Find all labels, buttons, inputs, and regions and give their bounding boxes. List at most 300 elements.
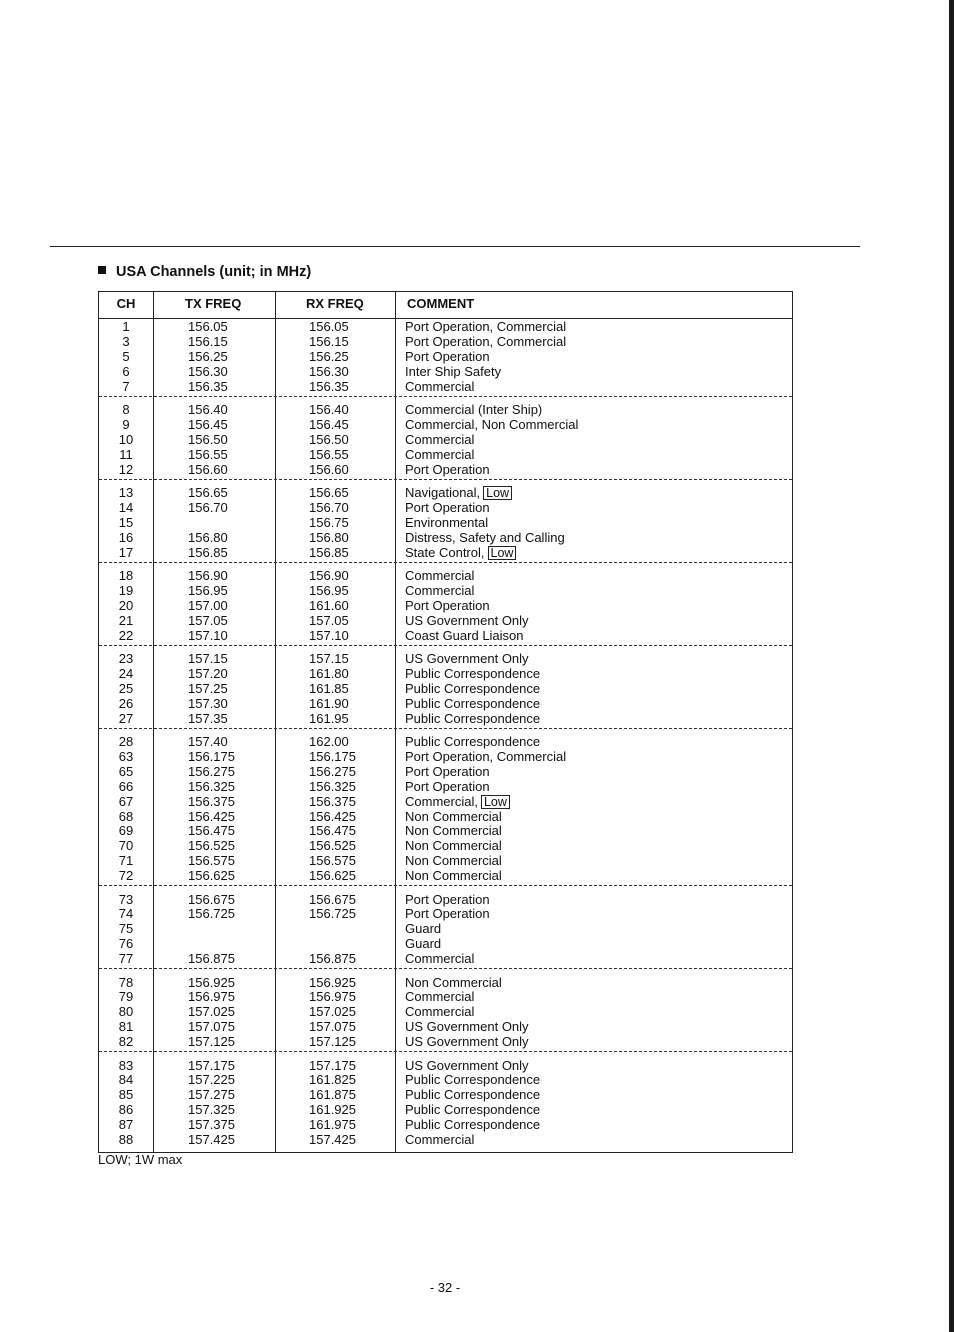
tx-freq-cell: [188, 1004, 235, 1019]
channel-cell: [99, 838, 153, 853]
tx-freq-cell: [188, 868, 235, 883]
channel-cell: [99, 749, 153, 764]
channel-cell: [99, 892, 153, 907]
tx-freq-cell-text: 156.675: [188, 891, 235, 907]
channel-cell-text: 79: [118, 989, 134, 1005]
tx-freq-cell-text: 157.275: [188, 1087, 235, 1103]
rx-freq-cell: [309, 1132, 356, 1147]
rx-freq-cell-text: 161.85: [309, 680, 349, 696]
channel-cell-text: 16: [118, 529, 134, 545]
comment-cell: [405, 1132, 474, 1147]
comment-cell-text: Coast Guard Liaison: [405, 627, 524, 643]
tx-freq-cell: [188, 989, 235, 1004]
comment-cell-text: Commercial: [405, 582, 475, 598]
channel-cell-text: 80: [118, 1004, 134, 1020]
rx-freq-cell: [309, 447, 349, 462]
rx-freq-cell-text: 156.30: [309, 363, 349, 379]
comment-cell: [405, 613, 529, 628]
comment-cell-text: US Government Only: [405, 1034, 529, 1050]
rx-freq-cell: [309, 823, 356, 838]
comment-cell: [405, 1034, 529, 1049]
rx-freq-cell-text: 157.05: [309, 612, 349, 628]
tx-freq-cell: [188, 681, 228, 696]
tx-freq-cell-text: 156.85: [188, 544, 228, 560]
rx-freq-cell: [309, 598, 349, 613]
comment-cell-text: Port Operation: [405, 461, 490, 477]
channel-cell-text: 84: [118, 1072, 134, 1088]
comment-cell-text: Port Operation: [405, 348, 490, 364]
tx-freq-cell-text: 157.125: [188, 1034, 235, 1050]
tx-freq-cell: [188, 1072, 235, 1087]
rx-freq-cell: [309, 838, 356, 853]
comment-cell-text: Public Correspondence: [405, 1102, 541, 1118]
rx-freq-cell-text: 156.65: [309, 485, 349, 500]
comment-cell-text: Guard: [405, 936, 442, 952]
comment-cell-text: Non Commercial: [405, 853, 502, 869]
channel-cell-text: 18: [118, 568, 134, 583]
tx-freq-cell: [188, 1132, 235, 1147]
channel-cell: [99, 1004, 153, 1019]
rx-freq-cell-text: 156.175: [309, 748, 356, 764]
channel-cell-text: 28: [118, 734, 134, 749]
comment-cell-text: Public Correspondence: [405, 734, 541, 749]
channel-cell: [99, 921, 153, 936]
comment-cell: [405, 379, 474, 394]
rx-freq-cell-text: 161.825: [309, 1072, 356, 1088]
tx-freq-cell-text: 157.425: [188, 1132, 235, 1147]
channel-cell: [99, 696, 153, 711]
comment-cell-text: Distress, Safety and Calling: [405, 529, 565, 545]
tx-freq-cell: [188, 651, 228, 666]
comment-cell: [405, 598, 490, 613]
rx-freq-cell: [309, 1019, 356, 1034]
comment-cell-text: Port Operation: [405, 763, 490, 779]
rx-freq-cell-text: 157.10: [309, 627, 349, 643]
tx-freq-cell-text: 157.25: [188, 680, 228, 696]
channel-cell: [99, 379, 153, 394]
channel-cell-text: 9: [122, 416, 130, 432]
comment-cell: [405, 892, 490, 907]
channel-cell-text: 73: [118, 891, 134, 907]
rx-freq-cell-text: 156.70: [309, 499, 349, 515]
rx-freq-cell: [309, 749, 356, 764]
comment-cell-text: Commercial: [405, 378, 475, 394]
channel-cell: [99, 711, 153, 726]
tx-freq-cell: [188, 779, 235, 794]
channel-cell: [99, 568, 153, 583]
comment-cell-text: US Government Only: [405, 651, 529, 666]
rx-freq-cell: [309, 462, 349, 477]
tx-freq-cell-text: 156.725: [188, 906, 235, 922]
channel-cell: [99, 951, 153, 966]
tx-freq-cell-text: 157.375: [188, 1117, 235, 1133]
tx-freq-cell-text: 156.60: [188, 461, 228, 477]
channel-cell: [99, 794, 153, 809]
channel-cell: [99, 1072, 153, 1087]
rx-freq-cell-text: 156.90: [309, 568, 349, 583]
header-tx-freq: TX FREQ: [185, 296, 242, 311]
rx-freq-cell: [309, 568, 349, 583]
rx-freq-cell-text: 156.675: [309, 891, 356, 907]
comment-cell: [405, 823, 502, 838]
tx-freq-cell-text: 156.45: [188, 416, 228, 432]
channel-cell-text: 72: [118, 868, 134, 884]
comment-cell: [405, 1102, 540, 1117]
channel-cell-text: 70: [118, 838, 134, 854]
channel-cell-text: 10: [118, 431, 134, 447]
rx-freq-cell-text: 156.60: [309, 461, 349, 477]
comment-cell-text: Port Operation: [405, 906, 490, 922]
tx-freq-cell: [188, 749, 235, 764]
tx-freq-cell-text: 156.70: [188, 499, 228, 515]
comment-cell: [405, 349, 490, 364]
rx-freq-cell: [309, 1072, 356, 1087]
rx-freq-cell: [309, 711, 349, 726]
rx-freq-cell: [309, 892, 356, 907]
rx-freq-cell: [309, 975, 356, 990]
tx-freq-cell-text: 156.425: [188, 808, 235, 824]
comment-cell: [405, 989, 474, 1004]
comment-cell: [405, 975, 502, 990]
channel-cell-text: 81: [118, 1019, 134, 1035]
channel-cell-text: 5: [122, 348, 130, 364]
comment-cell: [405, 515, 488, 530]
comment-cell-text: Commercial: [405, 1132, 475, 1147]
rx-freq-cell-text: 156.325: [309, 778, 356, 794]
rx-freq-cell-text: 157.125: [309, 1034, 356, 1050]
comment-cell-text: US Government Only: [405, 1019, 529, 1035]
channel-cell: [99, 1019, 153, 1034]
rx-freq-cell-text: 161.875: [309, 1087, 356, 1103]
tx-freq-cell-text: 157.075: [188, 1019, 235, 1035]
tx-freq-cell: [188, 379, 228, 394]
rx-freq-cell: [309, 1058, 356, 1073]
comment-cell: [405, 334, 566, 349]
channel-cell: [99, 583, 153, 598]
rx-freq-cell-text: 156.40: [309, 402, 349, 417]
rx-freq-cell: [309, 779, 356, 794]
channel-cell: [99, 1087, 153, 1102]
rx-freq-cell-text: 156.975: [309, 989, 356, 1005]
rx-freq-cell: [309, 545, 349, 560]
tx-freq-cell-text: 156.575: [188, 853, 235, 869]
rx-freq-cell: [309, 868, 356, 883]
channel-cell: [99, 334, 153, 349]
rx-freq-cell: [309, 402, 349, 417]
tx-freq-cell: [188, 711, 228, 726]
comment-cell-text: Port Operation: [405, 778, 490, 794]
tx-freq-cell: [188, 402, 228, 417]
comment-cell-text: Public Correspondence: [405, 695, 541, 711]
tx-freq-cell-text: 156.525: [188, 838, 235, 854]
comment-cell: [405, 568, 474, 583]
rx-freq-cell-text: 156.425: [309, 808, 356, 824]
rx-freq-cell: [309, 1004, 356, 1019]
comment-cell: [405, 666, 540, 681]
group-separator: [99, 396, 792, 397]
channel-cell: [99, 666, 153, 681]
comment-cell: [405, 447, 474, 462]
comment-cell: [405, 681, 540, 696]
tx-freq-cell-text: 157.30: [188, 695, 228, 711]
tx-freq-cell: [188, 696, 228, 711]
rx-freq-cell-text: 156.475: [309, 823, 356, 839]
tx-freq-cell-text: 157.325: [188, 1102, 235, 1118]
comment-cell: [405, 628, 524, 643]
comment-cell-text: Commercial: [405, 568, 475, 583]
tx-freq-cell-text: 157.40: [188, 734, 228, 749]
rx-freq-cell-text: 156.725: [309, 906, 356, 922]
rx-freq-cell-text: 162.00: [309, 734, 349, 749]
channel-cell-text: 83: [118, 1057, 134, 1073]
tx-freq-cell-text: 157.35: [188, 710, 228, 726]
rx-freq-cell-text: 156.95: [309, 582, 349, 598]
comment-cell: [405, 485, 512, 500]
tx-freq-cell-text: 156.325: [188, 778, 235, 794]
channel-cell-text: 11: [119, 446, 133, 462]
comment-cell-text: Commercial: [405, 951, 475, 967]
tx-freq-cell: [188, 613, 228, 628]
tx-freq-cell: [188, 545, 228, 560]
header-comment: COMMENT: [407, 296, 475, 311]
comment-cell: [405, 906, 490, 921]
tx-freq-cell-text: 156.80: [188, 529, 228, 545]
tx-freq-cell: [188, 975, 235, 990]
comment-cell: [405, 711, 540, 726]
low-power-badge: Low: [481, 795, 510, 809]
comment-cell: [405, 696, 540, 711]
comment-cell-text: Public Correspondence: [405, 665, 541, 681]
rx-freq-cell-text: 156.55: [309, 446, 349, 462]
comment-cell-text: Port Operation: [405, 499, 490, 515]
channel-cell: [99, 651, 153, 666]
channel-cell-text: 15: [118, 514, 134, 530]
tx-freq-cell-text: 157.00: [188, 597, 228, 613]
comment-cell: [405, 417, 578, 432]
rx-freq-cell: [309, 515, 349, 530]
comment-cell-text: Public Correspondence: [405, 1117, 541, 1133]
channel-cell: [99, 823, 153, 838]
channel-cell-text: 68: [118, 808, 134, 824]
comment-cell: [405, 779, 490, 794]
channel-cell-text: 7: [122, 378, 130, 394]
tx-freq-cell: [188, 1034, 235, 1049]
rx-freq-cell-text: 156.35: [309, 378, 349, 394]
channel-cell: [99, 462, 153, 477]
comment-cell: [405, 651, 529, 666]
channel-cell: [99, 598, 153, 613]
tx-freq-cell-text: 156.875: [188, 951, 235, 967]
comment-cell-text: US Government Only: [405, 1057, 529, 1073]
tx-freq-cell: [188, 666, 228, 681]
comment-cell: [405, 868, 502, 883]
header-ch: CH: [116, 296, 136, 311]
tx-freq-cell-text: 156.925: [188, 974, 235, 990]
tx-freq-cell: [188, 1117, 235, 1132]
channel-cell-text: 13: [118, 485, 134, 500]
rx-freq-cell-text: 157.175: [309, 1057, 356, 1073]
channel-cell-text: 71: [118, 853, 134, 869]
rx-freq-cell-text: 161.90: [309, 695, 349, 711]
rx-freq-cell-text: 161.925: [309, 1102, 356, 1118]
rx-freq-cell-text: 161.975: [309, 1117, 356, 1133]
tx-freq-cell: [188, 598, 228, 613]
comment-cell-text: Environmental: [405, 514, 489, 530]
rx-freq-cell-text: 156.375: [309, 793, 356, 809]
rx-freq-cell-text: 156.15: [309, 333, 349, 349]
tx-freq-cell-text: 157.175: [188, 1057, 235, 1073]
tx-freq-cell-text: 157.15: [188, 651, 228, 666]
footnote: LOW; 1W max: [98, 1152, 183, 1167]
column-divider: [153, 292, 154, 1152]
channel-cell: [99, 1117, 153, 1132]
rx-freq-cell-text: 156.925: [309, 974, 356, 990]
rx-freq-cell: [309, 1087, 356, 1102]
channel-cell: [99, 319, 153, 334]
comment-cell-text: Public Correspondence: [405, 680, 541, 696]
comment-cell: [405, 809, 502, 824]
rx-freq-cell: [309, 794, 356, 809]
comment-cell: [405, 462, 490, 477]
comment-cell: [405, 936, 441, 951]
comment-cell: [405, 432, 474, 447]
rx-freq-cell: [309, 734, 349, 749]
comment-cell-text: Port Operation, Commercial: [405, 748, 567, 764]
comment-cell-text: Navigational,: [405, 485, 481, 500]
rx-freq-cell: [309, 666, 349, 681]
channel-cell-text: 19: [118, 582, 134, 598]
comment-cell: [405, 1019, 529, 1034]
channel-cell: [99, 989, 153, 1004]
comment-cell-text: State Control,: [405, 544, 485, 560]
rx-freq-cell: [309, 1034, 356, 1049]
channel-cell: [99, 764, 153, 779]
channel-cell-text: 65: [118, 763, 134, 779]
rx-freq-cell: [309, 809, 356, 824]
rx-freq-cell-text: 156.05: [309, 319, 349, 334]
channel-cell-text: 23: [118, 651, 134, 666]
comment-cell-text: Non Commercial: [405, 974, 502, 990]
comment-cell: [405, 764, 490, 779]
channel-cell-text: 21: [118, 612, 134, 628]
group-separator: [99, 645, 792, 646]
rx-freq-cell-text: 157.425: [309, 1132, 356, 1147]
channel-cell: [99, 681, 153, 696]
tx-freq-cell: [188, 838, 235, 853]
channel-cell: [99, 734, 153, 749]
rx-freq-cell-text: 161.60: [309, 597, 349, 613]
comment-cell-text: Inter Ship Safety: [405, 363, 502, 379]
comment-cell-text: Port Operation: [405, 597, 490, 613]
comment-cell-text: Public Correspondence: [405, 710, 541, 726]
comment-cell: [405, 794, 510, 809]
comment-cell: [405, 1087, 540, 1102]
header-rx-freq: RX FREQ: [306, 296, 364, 311]
rx-freq-cell: [309, 651, 349, 666]
tx-freq-cell: [188, 364, 228, 379]
rx-freq-cell-text: 156.25: [309, 348, 349, 364]
group-separator: [99, 479, 792, 480]
tx-freq-cell-text: 157.20: [188, 665, 228, 681]
tx-freq-cell-text: 157.025: [188, 1004, 235, 1020]
rx-freq-cell-text: 157.075: [309, 1019, 356, 1035]
channel-cell: [99, 868, 153, 883]
comment-cell: [405, 734, 540, 749]
channel-cell: [99, 1034, 153, 1049]
comment-cell: [405, 364, 501, 379]
comment-cell: [405, 1072, 540, 1087]
low-power-badge: Low: [488, 546, 517, 560]
tx-freq-cell: [188, 823, 235, 838]
channel-cell-text: 3: [122, 333, 130, 349]
channel-cell-text: 20: [118, 597, 134, 613]
channel-cell: [99, 500, 153, 515]
rx-freq-cell: [309, 379, 349, 394]
comment-cell-text: Commercial (Inter Ship): [405, 402, 543, 417]
tx-freq-cell: [188, 530, 228, 545]
channel-cell-text: 82: [118, 1034, 134, 1050]
comment-cell-text: Guard: [405, 921, 442, 937]
channel-cell: [99, 779, 153, 794]
channel-cell: [99, 364, 153, 379]
channel-cell: [99, 906, 153, 921]
rx-freq-cell: [309, 853, 356, 868]
comment-cell: [405, 749, 566, 764]
rx-freq-cell: [309, 334, 349, 349]
channel-cell: [99, 1058, 153, 1073]
bullet-icon: [98, 266, 106, 274]
comment-cell-text: US Government Only: [405, 612, 529, 628]
channel-table: [98, 291, 793, 1153]
tx-freq-cell: [188, 892, 235, 907]
channel-cell-text: 88: [118, 1132, 134, 1147]
rx-freq-cell: [309, 1102, 356, 1117]
tx-freq-cell-text: 156.625: [188, 868, 235, 884]
rx-freq-cell: [309, 696, 349, 711]
rx-freq-cell-text: 156.275: [309, 763, 356, 779]
channel-cell: [99, 628, 153, 643]
channel-cell-text: 87: [118, 1117, 134, 1133]
comment-cell: [405, 545, 516, 560]
channel-cell-text: 1: [122, 319, 130, 334]
channel-cell-text: 63: [118, 748, 134, 764]
channel-cell: [99, 485, 153, 500]
rx-freq-cell: [309, 530, 349, 545]
tx-freq-cell: [188, 1102, 235, 1117]
channel-cell-text: 86: [118, 1102, 134, 1118]
tx-freq-cell: [188, 447, 228, 462]
group-separator: [99, 728, 792, 729]
comment-cell: [405, 1004, 474, 1019]
channel-cell-text: 8: [122, 402, 130, 417]
tx-freq-cell-text: 156.65: [188, 485, 228, 500]
comment-cell: [405, 1058, 529, 1073]
comment-cell-text: Commercial: [405, 431, 475, 447]
tx-freq-cell-text: 156.55: [188, 446, 228, 462]
page-edge: [949, 0, 954, 1332]
channel-cell-text: 85: [118, 1087, 134, 1103]
rx-freq-cell: [309, 500, 349, 515]
channel-cell: [99, 613, 153, 628]
comment-cell: [405, 583, 474, 598]
rx-freq-cell: [309, 613, 349, 628]
rx-freq-cell-text: 156.575: [309, 853, 356, 869]
tx-freq-cell: [188, 809, 235, 824]
comment-cell-text: Commercial: [405, 446, 475, 462]
rx-freq-cell: [309, 681, 349, 696]
rx-freq-cell: [309, 485, 349, 500]
channel-cell-text: 77: [118, 951, 134, 967]
